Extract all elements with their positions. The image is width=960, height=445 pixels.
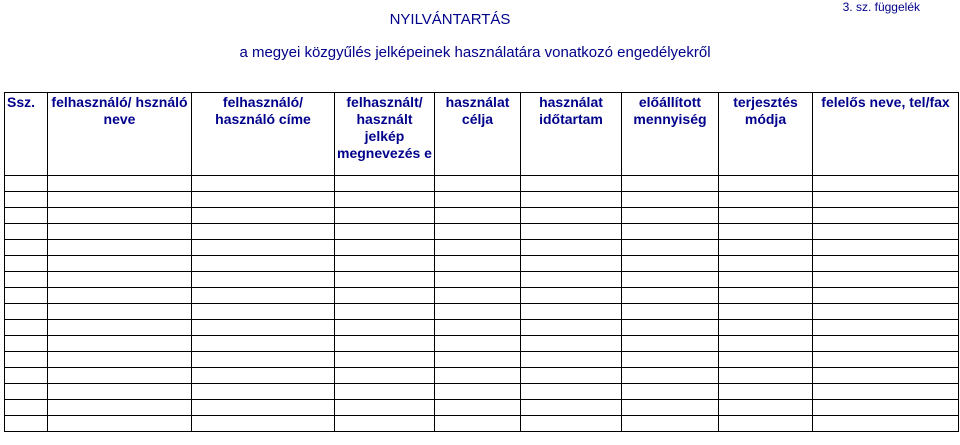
col-header-user-address: felhasználó/ használó címe (192, 93, 335, 176)
table-cell (48, 240, 192, 256)
table-cell (5, 400, 48, 416)
table-cell (622, 368, 719, 384)
table-cell (192, 336, 335, 352)
table-cell (521, 256, 622, 272)
table-cell (813, 384, 959, 400)
table-cell (5, 224, 48, 240)
table-cell (5, 272, 48, 288)
table-cell (5, 320, 48, 336)
table-cell (521, 304, 622, 320)
table-cell (719, 368, 813, 384)
table-cell (521, 240, 622, 256)
table-cell (813, 336, 959, 352)
table-cell (435, 272, 521, 288)
table-cell (435, 352, 521, 368)
table-cell (335, 384, 435, 400)
table-cell (48, 192, 192, 208)
table-cell (5, 416, 48, 432)
table-cell (435, 256, 521, 272)
table-cell (48, 368, 192, 384)
table-cell (521, 208, 622, 224)
table-cell (622, 288, 719, 304)
table-cell (435, 176, 521, 192)
table-cell (48, 400, 192, 416)
table-cell (521, 352, 622, 368)
table-cell (813, 288, 959, 304)
table-cell (5, 192, 48, 208)
table-cell (5, 176, 48, 192)
table-cell (5, 208, 48, 224)
table-cell (622, 208, 719, 224)
table-cell (335, 288, 435, 304)
table-cell (521, 320, 622, 336)
table-cell (335, 304, 435, 320)
table-cell (435, 416, 521, 432)
table-cell (48, 352, 192, 368)
table-cell (192, 416, 335, 432)
table-cell (335, 224, 435, 240)
table-row (5, 416, 959, 432)
table-row (5, 336, 959, 352)
table-cell (335, 272, 435, 288)
table-body (5, 176, 959, 432)
table-cell (719, 208, 813, 224)
table-cell (335, 416, 435, 432)
table-cell (719, 336, 813, 352)
table-cell (719, 400, 813, 416)
table-cell (5, 336, 48, 352)
table-cell (813, 320, 959, 336)
table-cell (435, 208, 521, 224)
table-cell (435, 240, 521, 256)
table-cell (435, 192, 521, 208)
col-header-quantity: előállított mennyiség (622, 93, 719, 176)
table-cell (813, 368, 959, 384)
table-cell (48, 208, 192, 224)
table-cell (435, 368, 521, 384)
table-cell (435, 304, 521, 320)
table-cell (813, 224, 959, 240)
table-cell (622, 320, 719, 336)
annex-label: 3. sz. függelék (842, 0, 920, 14)
table-cell (48, 336, 192, 352)
table-cell (521, 416, 622, 432)
table-row (5, 368, 959, 384)
table-cell (719, 352, 813, 368)
table-cell (48, 304, 192, 320)
table-cell (335, 400, 435, 416)
table-cell (521, 176, 622, 192)
table-row (5, 352, 959, 368)
col-header-purpose: használat célja (435, 93, 521, 176)
table-cell (521, 384, 622, 400)
table-cell (435, 224, 521, 240)
table-cell (622, 352, 719, 368)
table-cell (192, 272, 335, 288)
table-cell (335, 352, 435, 368)
table-cell (521, 288, 622, 304)
table-cell (813, 304, 959, 320)
table-cell (622, 256, 719, 272)
table-cell (192, 304, 335, 320)
table-cell (5, 352, 48, 368)
header-row (5, 93, 959, 176)
col-header-user-name: felhasználó/ hsználó neve (48, 93, 192, 176)
table-cell (521, 272, 622, 288)
table-cell (719, 240, 813, 256)
table-cell (719, 320, 813, 336)
table-cell (719, 192, 813, 208)
table-cell (192, 288, 335, 304)
table-cell (813, 240, 959, 256)
document-title: NYILVÁNTARTÁS (389, 11, 511, 28)
register-table (4, 92, 959, 432)
table-cell (192, 400, 335, 416)
table-cell (435, 384, 521, 400)
table-cell (48, 224, 192, 240)
col-header-responsible: felelős neve, tel/fax (813, 93, 959, 176)
table-cell (192, 352, 335, 368)
table-row (5, 256, 959, 272)
table-cell (813, 272, 959, 288)
table-cell (335, 240, 435, 256)
table-cell (622, 224, 719, 240)
table-cell (192, 224, 335, 240)
table-cell (192, 240, 335, 256)
table-cell (48, 320, 192, 336)
table-cell (719, 384, 813, 400)
table-row (5, 304, 959, 320)
table-cell (521, 400, 622, 416)
table-cell (521, 336, 622, 352)
table-row (5, 272, 959, 288)
table-cell (48, 288, 192, 304)
table-cell (5, 384, 48, 400)
table-row (5, 400, 959, 416)
table-cell (48, 256, 192, 272)
table-row (5, 224, 959, 240)
table-cell (48, 416, 192, 432)
table-row (5, 176, 959, 192)
table-cell (192, 368, 335, 384)
col-header-emblem-name: felhasznált/ használt jelkép megnevezés e (335, 93, 435, 176)
table-cell (719, 304, 813, 320)
table-cell (48, 176, 192, 192)
table-cell (192, 176, 335, 192)
table-cell (622, 304, 719, 320)
document-subtitle: a megyei közgyűlés jelképeinek használatára vonatkozó engedélyekről (239, 44, 711, 61)
table-cell (521, 224, 622, 240)
table-cell (335, 256, 435, 272)
table-cell (719, 416, 813, 432)
table-cell (719, 224, 813, 240)
table-cell (335, 368, 435, 384)
table-cell (622, 336, 719, 352)
table-cell (192, 320, 335, 336)
table-row (5, 208, 959, 224)
table-cell (192, 192, 335, 208)
col-header-distribution: terjesztés módja (719, 93, 813, 176)
table-cell (622, 240, 719, 256)
table-cell (813, 352, 959, 368)
table-cell (622, 272, 719, 288)
table-cell (622, 400, 719, 416)
table-row (5, 192, 959, 208)
table-cell (48, 384, 192, 400)
table-cell (813, 256, 959, 272)
table-cell (622, 192, 719, 208)
table-row (5, 384, 959, 400)
table-cell (192, 256, 335, 272)
table-cell (521, 368, 622, 384)
table-row (5, 288, 959, 304)
table-row (5, 320, 959, 336)
table-cell (622, 176, 719, 192)
table-row (5, 240, 959, 256)
table-cell (719, 176, 813, 192)
table-cell (521, 192, 622, 208)
table-cell (435, 320, 521, 336)
table-cell (5, 288, 48, 304)
table-cell (192, 384, 335, 400)
table-cell (192, 208, 335, 224)
table-cell (813, 416, 959, 432)
table-cell (335, 336, 435, 352)
table-cell (5, 240, 48, 256)
table-cell (335, 176, 435, 192)
table-cell (435, 336, 521, 352)
table-cell (435, 288, 521, 304)
table-cell (813, 208, 959, 224)
table-cell (5, 368, 48, 384)
table-cell (5, 304, 48, 320)
col-header-ssz: Ssz. (5, 93, 48, 176)
table-cell (622, 384, 719, 400)
table-cell (335, 320, 435, 336)
table-cell (813, 176, 959, 192)
table-cell (335, 192, 435, 208)
table-cell (335, 208, 435, 224)
table-cell (48, 272, 192, 288)
col-header-duration: használat időtartam (521, 93, 622, 176)
table-cell (813, 400, 959, 416)
table-cell (435, 400, 521, 416)
table-cell (5, 256, 48, 272)
table-cell (719, 272, 813, 288)
table-cell (719, 288, 813, 304)
table-cell (622, 416, 719, 432)
table-cell (719, 256, 813, 272)
table-cell (813, 192, 959, 208)
